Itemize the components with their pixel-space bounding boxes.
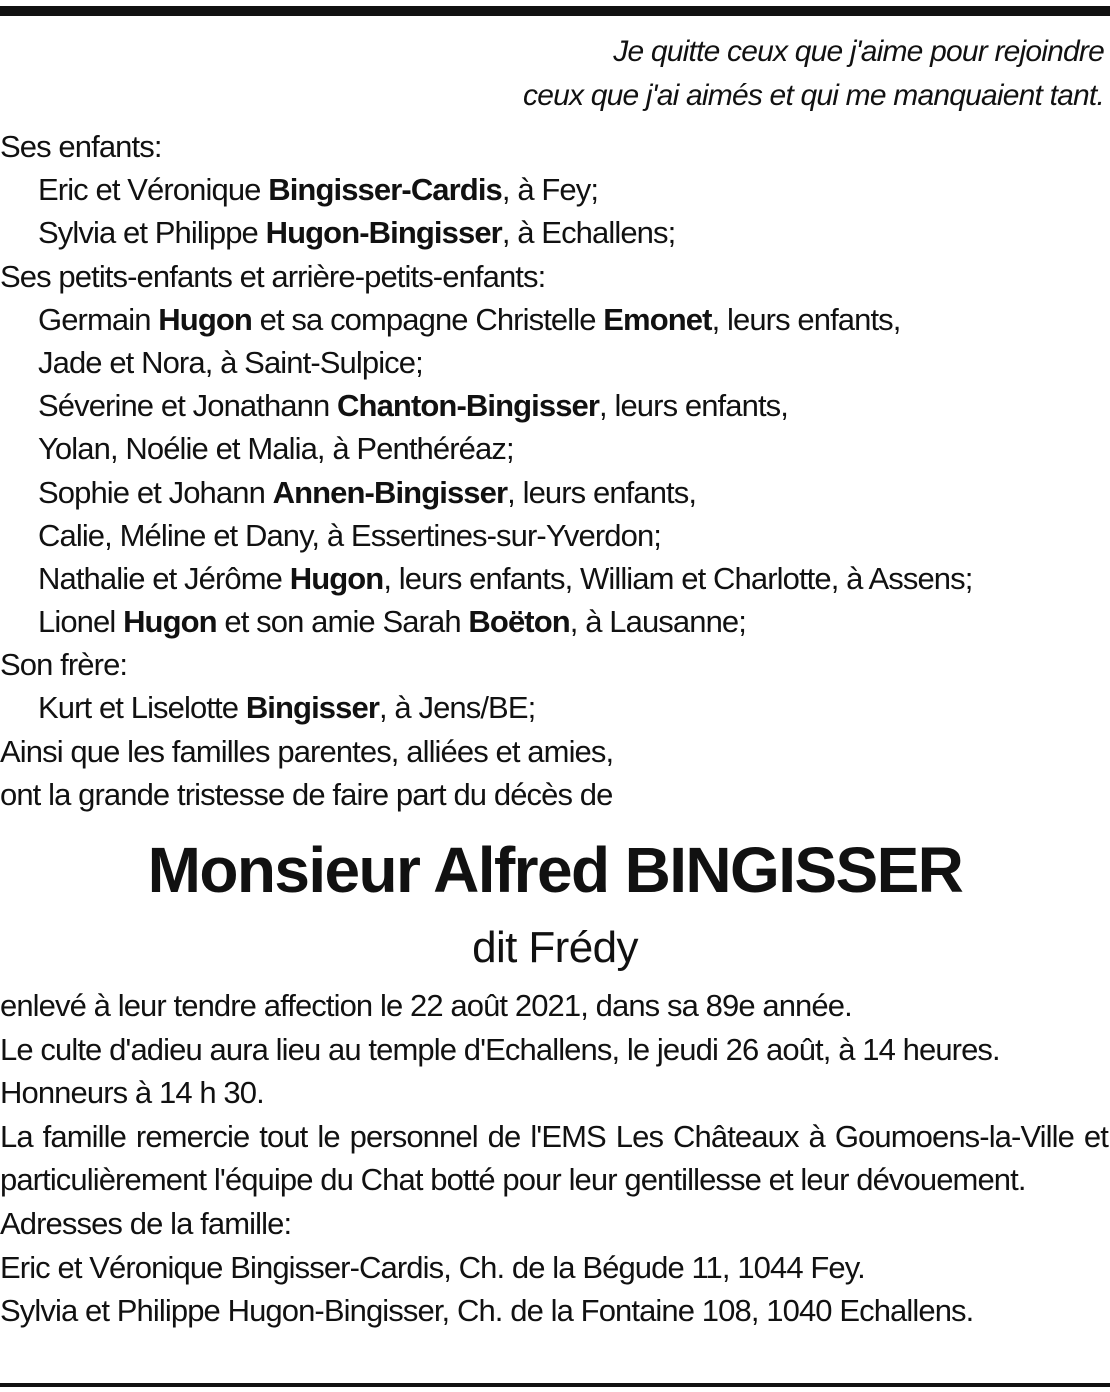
family-name: Chanton-Bingisser [337, 388, 600, 424]
epigraph-line-1: Je quitte ceux que j'aime pour rejoindre [613, 35, 1104, 68]
bottom-border-rule [0, 1383, 1110, 1387]
brother-heading: Son frère: [0, 647, 128, 683]
child-entry-2: Sylvia et Philippe Hugon-Bingisser, à Echallens; [38, 215, 676, 251]
epigraph [523, 30, 1104, 118]
grandchildren-heading: Ses petits-enfants et arrière-petits-enfants: [0, 258, 546, 294]
grandchild-line-7: Nathalie et Jérôme Hugon, leurs enfants, William et Charlotte, à Assens; [38, 560, 973, 596]
thanks-paragraph: La famille remercie tout le personnel de l'EMS Les Châteaux à Goumoens-la-Ville et particulièrement l'équipe du Chat botté pour leur gentillesse et leur dévouement. [0, 1118, 1108, 1198]
announcement-line: ont la grande tristesse de faire part du décès de [0, 776, 613, 812]
family-list [0, 125, 1106, 816]
relatives-line: Ainsi que les familles parentes, alliées et amies, [0, 733, 614, 769]
grandchild-line-2: Jade et Nora, à Saint-Sulpice; [38, 344, 423, 380]
grandchild-line-1: Germain Hugon et sa compagne Christelle Emonet, leurs enfants, [38, 301, 901, 337]
addresses-heading: Adresses de la famille: [0, 1205, 292, 1241]
family-name: Annen-Bingisser [272, 474, 508, 510]
family-name: Hugon [158, 301, 252, 337]
grandchild-line-5: Sophie et Johann Annen-Bingisser, leurs enfants, [38, 474, 697, 510]
deceased-name: Monsieur Alfred BINGISSER [147, 834, 963, 906]
top-border-rule [0, 6, 1110, 16]
child-entry-1: Eric et Véronique Bingisser-Cardis, à Fey; [38, 172, 599, 208]
grandchild-line-6: Calie, Méline et Dany, à Essertines-sur-Yverdon; [38, 517, 662, 553]
epigraph-line-2: ceux que j'ai aimés et qui me manquaient tant. [523, 79, 1104, 112]
address-line-1: Eric et Véronique Bingisser-Cardis, Ch. de la Bégude 11, 1044 Fey. [0, 1249, 865, 1285]
grandchild-line-4: Yolan, Noélie et Malia, à Penthéréaz; [38, 431, 514, 467]
family-name: Bingisser [245, 690, 379, 726]
family-name: Hugon-Bingisser [265, 215, 502, 251]
grandchild-line-3: Séverine et Jonathann Chanton-Bingisser, leurs enfants, [38, 388, 788, 424]
children-heading: Ses enfants: [0, 129, 162, 164]
family-name: Emonet [603, 301, 712, 337]
honours-info: Honneurs à 14 h 30. [0, 1075, 264, 1111]
family-name: Boëton [468, 604, 570, 640]
service-info: Le culte d'adieu aura lieu au temple d'Echallens, le jeudi 26 août, à 14 heures. [0, 1031, 1000, 1067]
deceased-nickname: dit Frédy [472, 923, 638, 972]
death-notice: enlevé à leur tendre affection le 22 août 2021, dans sa 89e année. [0, 988, 852, 1023]
grandchild-line-8: Lionel Hugon et son amie Sarah Boëton, à Lausanne; [38, 604, 746, 640]
family-name: Hugon [289, 560, 384, 596]
address-line-2: Sylvia et Philippe Hugon-Bingisser, Ch. de la Fontaine 108, 1040 Echallens. [0, 1293, 974, 1329]
family-name: Hugon [123, 604, 217, 640]
details [0, 984, 1108, 1333]
family-name: Bingisser-Cardis [268, 172, 502, 208]
brother-entry: Kurt et Liselotte Bingisser, à Jens/BE; [38, 690, 536, 726]
